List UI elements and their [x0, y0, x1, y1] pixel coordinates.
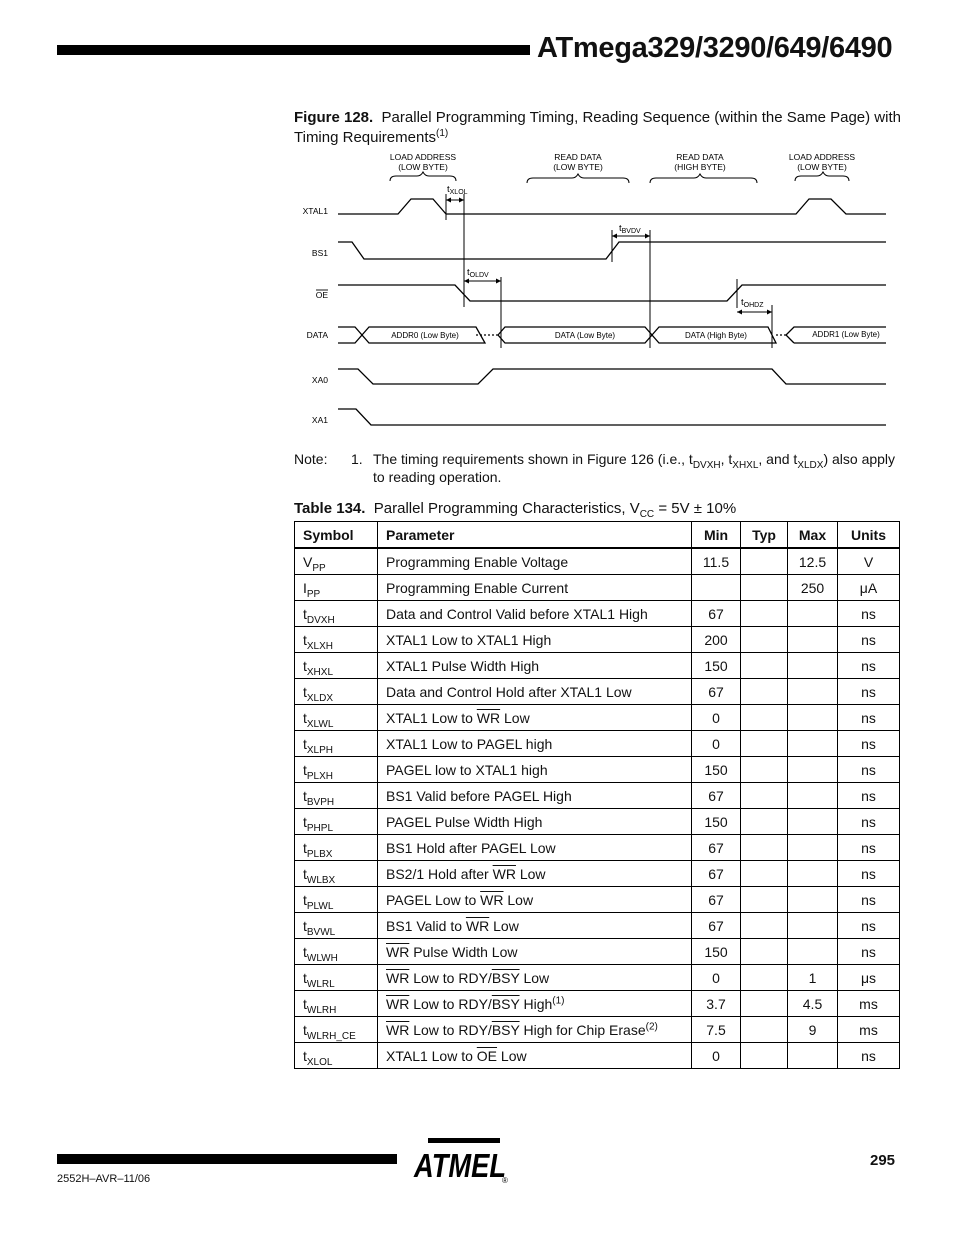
symbol-cell: $t_{PLWL}$ — [295, 887, 378, 913]
symbol-cell: $V_{PP}$ — [295, 548, 378, 575]
min-cell: 150 — [692, 757, 741, 783]
characteristics-table — [294, 521, 900, 1069]
max-cell — [788, 913, 838, 939]
phase-1-line1: LOAD ADDRESS — [389, 152, 457, 162]
note-label: Note: — [294, 451, 328, 467]
symbol-cell: $t_{PLBX}$ — [295, 835, 378, 861]
symbol-cell: $t_{WLRH}$ — [295, 991, 378, 1017]
atmel-logo — [410, 1135, 512, 1185]
typ-cell — [741, 913, 788, 939]
table-row — [295, 939, 900, 965]
figure-caption — [294, 108, 904, 148]
parameter-cell: $\overline{WR}$ Pulse Width Low — [378, 939, 692, 965]
phase-3-line2: (HIGH BYTE) — [674, 162, 726, 172]
table-row — [295, 965, 900, 991]
min-cell: 11.5 — [692, 548, 741, 575]
parameter-cell: XTAL1 Low to XTAL1 High — [378, 627, 692, 653]
table-row — [295, 627, 900, 653]
typ-cell — [741, 1017, 788, 1043]
units-cell: ms — [838, 991, 900, 1017]
signal-xa1-label: XA1 — [311, 415, 328, 425]
table-row — [295, 835, 900, 861]
min-cell: 0 — [692, 1043, 741, 1069]
min-cell: 0 — [692, 731, 741, 757]
units-cell: ns — [838, 861, 900, 887]
figure-label: Figure 128. — [294, 109, 374, 126]
parameter-cell: BS2/1 Hold after $\overline{WR}$ Low — [378, 861, 692, 887]
typ-cell — [741, 575, 788, 601]
header-rule — [57, 45, 530, 55]
table-row — [295, 861, 900, 887]
min-cell: 150 — [692, 653, 741, 679]
table-row — [295, 757, 900, 783]
units-cell: ns — [838, 679, 900, 705]
units-cell: μs — [838, 965, 900, 991]
timing-diagram — [290, 145, 902, 435]
timing-xlol-label: $t_{XLOL}$ — [447, 184, 468, 196]
typ-cell — [741, 627, 788, 653]
min-cell: 67 — [692, 913, 741, 939]
max-cell — [788, 705, 838, 731]
phase-1-line2: (LOW BYTE) — [398, 162, 448, 172]
wave-data-start — [338, 327, 362, 343]
table-caption-tail: = 5V ± 10% — [654, 500, 737, 517]
parameter-cell: BS1 Valid before PAGEL High — [378, 783, 692, 809]
symbol-cell: $t_{PLXH}$ — [295, 757, 378, 783]
max-cell — [788, 757, 838, 783]
table-row — [295, 887, 900, 913]
table-caption-sub: CC — [639, 509, 655, 520]
symbol-cell: $t_{XLXH}$ — [295, 627, 378, 653]
data-seg-1-label: ADDR0 (Low Byte) — [391, 331, 459, 340]
min-cell: 67 — [692, 601, 741, 627]
table-row — [295, 548, 900, 575]
table-row — [295, 913, 900, 939]
symbol-cell: $t_{BVPH}$ — [295, 783, 378, 809]
table-row — [295, 1017, 900, 1043]
note-text: The timing requirements shown in Figure 126 (i.e., $t_{DVXH}$, $t_{XHXL}$, and $t_{XLDX}$) also apply to reading operation. — [373, 451, 896, 485]
max-cell — [788, 835, 838, 861]
units-cell: ns — [838, 757, 900, 783]
typ-cell — [741, 731, 788, 757]
typ-cell — [741, 679, 788, 705]
units-cell: ns — [838, 1043, 900, 1069]
min-cell: 150 — [692, 939, 741, 965]
symbol-cell: $t_{WLBX}$ — [295, 861, 378, 887]
parameter-cell: Data and Control Valid before XTAL1 High — [378, 601, 692, 627]
doc-id: 2552H–AVR–11/06 — [57, 1173, 151, 1185]
parameter-cell: $\overline{WR}$ Low to RDY/$\overline{BSY}$ High$^{(1)}$ — [378, 991, 692, 1017]
signal-xtal1-label: XTAL1 — [302, 206, 328, 216]
max-cell: 12.5 — [788, 548, 838, 575]
wave-xa1 — [338, 409, 886, 425]
table-row — [295, 679, 900, 705]
phase-2-brace — [527, 174, 629, 183]
col-header-max: Max — [788, 522, 838, 549]
max-cell — [788, 809, 838, 835]
units-cell: ns — [838, 939, 900, 965]
parameter-cell: PAGEL Low to $\overline{WR}$ Low — [378, 887, 692, 913]
wave-xtal1 — [338, 199, 886, 214]
min-cell: 150 — [692, 809, 741, 835]
registered-mark: ® — [502, 1176, 508, 1185]
typ-cell — [741, 601, 788, 627]
min-cell: 67 — [692, 783, 741, 809]
footer-rule-left — [57, 1154, 397, 1164]
max-cell — [788, 601, 838, 627]
table-row — [295, 575, 900, 601]
typ-cell — [741, 653, 788, 679]
typ-cell — [741, 757, 788, 783]
wave-oe — [338, 285, 886, 301]
min-cell: 67 — [692, 835, 741, 861]
max-cell — [788, 627, 838, 653]
min-cell: 7.5 — [692, 1017, 741, 1043]
parameter-cell: PAGEL Pulse Width High — [378, 809, 692, 835]
units-cell: ns — [838, 627, 900, 653]
note-number: 1. — [351, 451, 363, 467]
col-header-typ: Typ — [741, 522, 788, 549]
symbol-cell: $t_{PHPL}$ — [295, 809, 378, 835]
units-cell: ns — [838, 731, 900, 757]
table-row — [295, 1043, 900, 1069]
timing-ohdz-label: $t_{OHDZ}$ — [741, 297, 764, 309]
units-cell: ns — [838, 913, 900, 939]
parameter-cell: BS1 Valid to $\overline{WR}$ Low — [378, 913, 692, 939]
min-cell — [692, 575, 741, 601]
max-cell — [788, 653, 838, 679]
signal-bs1-label: BS1 — [311, 248, 328, 258]
table-header-row — [295, 522, 900, 549]
parameter-cell: XTAL1 Low to PAGEL high — [378, 731, 692, 757]
typ-cell — [741, 1043, 788, 1069]
table-caption-text: Parallel Programming Characteristics, V — [373, 500, 640, 517]
symbol-cell: $t_{WLWH}$ — [295, 939, 378, 965]
page-title: ATmega329/3290/649/6490 — [537, 32, 893, 64]
min-cell: 0 — [692, 965, 741, 991]
symbol-cell: $t_{XHXL}$ — [295, 653, 378, 679]
parameter-cell: PAGEL low to XTAL1 high — [378, 757, 692, 783]
units-cell: ns — [838, 887, 900, 913]
parameter-cell: XTAL1 Low to $\overline{WR}$ Low — [378, 705, 692, 731]
phase-4-line2: (LOW BYTE) — [797, 162, 847, 172]
col-header-min: Min — [692, 522, 741, 549]
typ-cell — [741, 991, 788, 1017]
max-cell: 250 — [788, 575, 838, 601]
symbol-cell: $t_{XLDX}$ — [295, 679, 378, 705]
typ-cell — [741, 965, 788, 991]
parameter-cell: XTAL1 Low to $\overline{OE}$ Low — [378, 1043, 692, 1069]
max-cell — [788, 783, 838, 809]
typ-cell — [741, 548, 788, 575]
units-cell: ns — [838, 601, 900, 627]
typ-cell — [741, 705, 788, 731]
phase-3-brace — [650, 174, 757, 183]
min-cell: 67 — [692, 679, 741, 705]
signal-oe-label: OE — [315, 290, 328, 300]
parameter-cell: XTAL1 Pulse Width High — [378, 653, 692, 679]
max-cell — [788, 731, 838, 757]
timing-bvdv-label: $t_{BVDV}$ — [619, 223, 641, 235]
units-cell: ns — [838, 783, 900, 809]
typ-cell — [741, 809, 788, 835]
parameter-cell: $\overline{WR}$ Low to RDY/$\overline{BSY}$ Low — [378, 965, 692, 991]
symbol-cell: $t_{XLPH}$ — [295, 731, 378, 757]
parameter-cell: Programming Enable Voltage — [378, 548, 692, 575]
phase-1-brace — [390, 172, 456, 181]
typ-cell — [741, 861, 788, 887]
max-cell: 9 — [788, 1017, 838, 1043]
symbol-cell: $I_{PP}$ — [295, 575, 378, 601]
typ-cell — [741, 835, 788, 861]
table-row — [295, 601, 900, 627]
max-cell — [788, 887, 838, 913]
min-cell: 0 — [692, 705, 741, 731]
figure-caption-ref: (1) — [436, 128, 449, 139]
parameter-cell: Programming Enable Current — [378, 575, 692, 601]
symbol-cell: $t_{WLRL}$ — [295, 965, 378, 991]
table-row — [295, 705, 900, 731]
units-cell: ms — [838, 1017, 900, 1043]
table-row — [295, 731, 900, 757]
col-header-symbol: Symbol — [295, 522, 378, 549]
max-cell — [788, 861, 838, 887]
max-cell: 1 — [788, 965, 838, 991]
symbol-cell: $t_{XLWL}$ — [295, 705, 378, 731]
table-label: Table 134. — [294, 500, 366, 517]
typ-cell — [741, 783, 788, 809]
units-cell: V — [838, 548, 900, 575]
max-cell — [788, 1043, 838, 1069]
typ-cell — [741, 887, 788, 913]
data-seg-4-label: ADDR1 (Low Byte) — [812, 330, 880, 339]
units-cell: ns — [838, 809, 900, 835]
table-caption — [294, 499, 904, 519]
phase-4-brace — [795, 172, 849, 181]
max-cell — [788, 939, 838, 965]
col-header-units: Units — [838, 522, 900, 549]
parameter-cell: $\overline{WR}$ Low to RDY/$\overline{BSY}$ High for Chip Erase$^{(2)}$ — [378, 1017, 692, 1043]
table-row — [295, 653, 900, 679]
atmel-logo-text: ATMEL — [413, 1147, 506, 1184]
table-row — [295, 783, 900, 809]
figure-caption-text: Parallel Programming Timing, Reading Sequence (within the Same Page) with Timing Requirements — [294, 109, 901, 146]
typ-cell — [741, 939, 788, 965]
min-cell: 67 — [692, 887, 741, 913]
signal-data-label: DATA — [306, 330, 328, 340]
max-cell — [788, 679, 838, 705]
units-cell: ns — [838, 653, 900, 679]
units-cell: μA — [838, 575, 900, 601]
data-seg-3-label: DATA (High Byte) — [685, 331, 747, 340]
max-cell: 4.5 — [788, 991, 838, 1017]
symbol-cell: $t_{WLRH\_CE}$ — [295, 1017, 378, 1043]
table-row — [295, 809, 900, 835]
min-cell: 200 — [692, 627, 741, 653]
symbol-cell: $t_{XLOL}$ — [295, 1043, 378, 1069]
table-row — [295, 991, 900, 1017]
symbol-cell: $t_{DVXH}$ — [295, 601, 378, 627]
phase-2-line2: (LOW BYTE) — [553, 162, 603, 172]
parameter-cell: Data and Control Hold after XTAL1 Low — [378, 679, 692, 705]
min-cell: 67 — [692, 861, 741, 887]
page-number: 295 — [870, 1152, 896, 1169]
symbol-cell: $t_{BVWL}$ — [295, 913, 378, 939]
phase-3-line1: READ DATA — [676, 152, 724, 162]
min-cell: 3.7 — [692, 991, 741, 1017]
units-cell: ns — [838, 705, 900, 731]
wave-xa0 — [338, 369, 886, 384]
data-seg-2-label: DATA (Low Byte) — [554, 331, 616, 340]
phase-2-line1: READ DATA — [554, 152, 602, 162]
signal-xa0-label: XA0 — [311, 375, 328, 385]
timing-oldv-label: $t_{OLDV}$ — [467, 267, 489, 279]
col-header-parameter: Parameter — [378, 522, 692, 549]
phase-4-line1: LOAD ADDRESS — [788, 152, 856, 162]
parameter-cell: BS1 Hold after PAGEL Low — [378, 835, 692, 861]
units-cell: ns — [838, 835, 900, 861]
